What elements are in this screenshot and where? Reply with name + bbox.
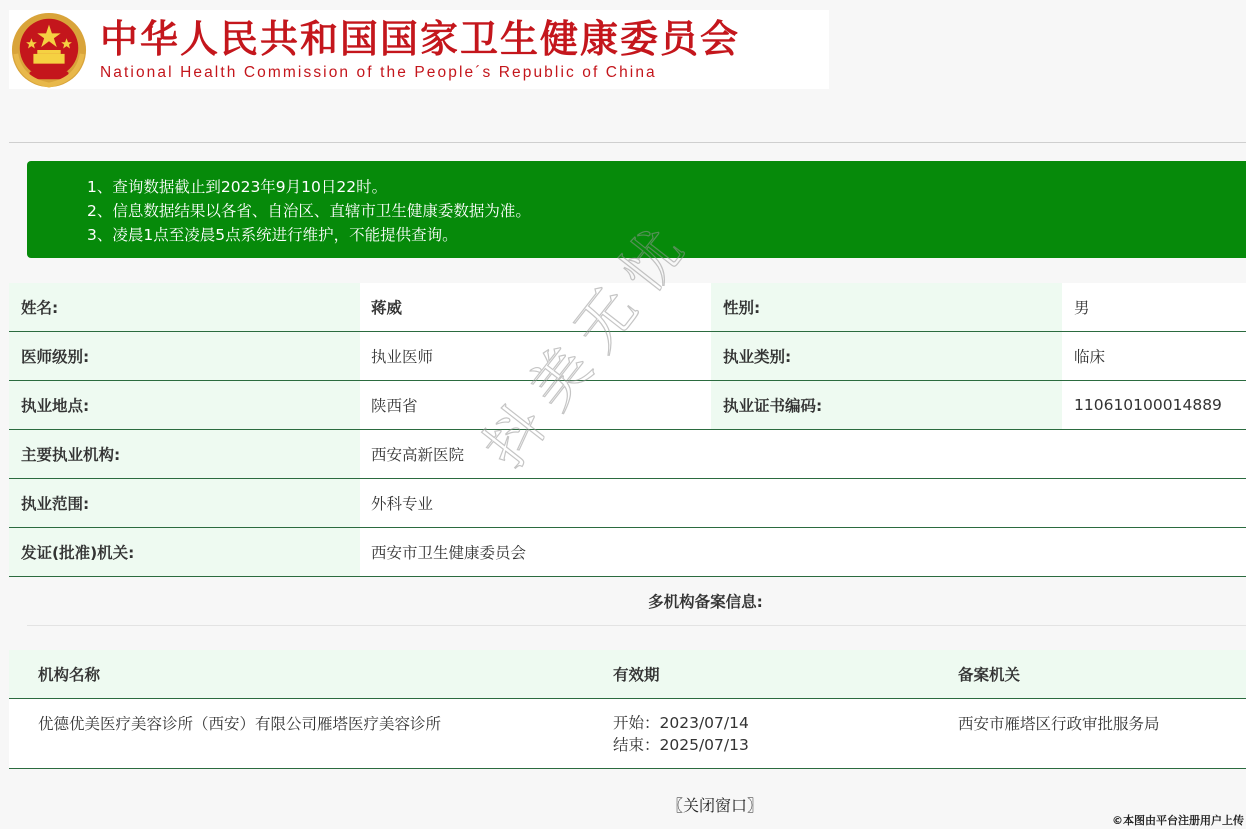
row-validity: [613, 712, 958, 768]
issuer-label: 发证(批准)机关:: [9, 528, 360, 576]
info-row-level: [9, 332, 1246, 381]
row-institution-name: 优德优美医疗美容诊所（西安）有限公司雁塔医疗美容诊所: [38, 715, 442, 733]
gender-value: 男: [1062, 283, 1246, 331]
close-window-link[interactable]: 〖关闭窗口〗: [667, 796, 764, 815]
row-validity-start: 开始：2023/07/14: [613, 714, 749, 732]
info-row-institution: [9, 430, 1246, 479]
row-validity-end: 结束：2025/07/13: [613, 736, 749, 754]
name-value: 蒋威: [360, 283, 711, 331]
info-row-name: [9, 283, 1246, 332]
col-header-authority: 备案机关: [958, 666, 1021, 684]
institution-value: 西安高新医院: [360, 430, 1246, 478]
national-emblem-icon: [10, 11, 88, 89]
level-value: 执业医师: [360, 332, 711, 380]
table-header: [9, 650, 1246, 699]
row-authority: 西安市雁塔区行政审批服务局: [958, 715, 1160, 733]
notice-line-3: 3、凌晨1点至凌晨5点系统进行维护，不能提供查询。: [87, 226, 458, 244]
site-title-cn: 中华人民共和国国家卫生健康委员会: [100, 16, 741, 61]
category-label: 执业类别:: [711, 332, 1062, 380]
header-banner: [9, 10, 829, 89]
upload-credit: ©本图由平台注册用户上传: [1112, 814, 1244, 827]
info-row-issuer: [9, 528, 1246, 577]
notice-line-2: 2、信息数据结果以各省、自治区、直辖市卫生健康委数据为准。: [87, 202, 531, 220]
location-value: 陕西省: [360, 381, 711, 429]
name-label: 姓名:: [9, 283, 360, 331]
scope-value: 外科专业: [360, 479, 1246, 527]
col-header-institution: 机构名称: [38, 666, 101, 684]
info-row-scope: [9, 479, 1246, 528]
category-value: 临床: [1062, 332, 1246, 380]
location-label: 执业地点:: [9, 381, 360, 429]
multi-institution-title: 多机构备案信息:: [648, 593, 763, 611]
table-row: [9, 699, 1246, 769]
notice-box: [27, 161, 1246, 258]
cert-label: 执业证书编码:: [711, 381, 1062, 429]
site-title-en: National Health Commission of the People´s Republic of China: [100, 63, 657, 81]
doctor-info-table: [9, 283, 1246, 577]
level-label: 医师级别:: [9, 332, 360, 380]
info-row-location: [9, 381, 1246, 430]
col-header-validity: 有效期: [613, 666, 660, 684]
header-divider: [9, 142, 1246, 143]
cert-value: 110610100014889: [1062, 381, 1246, 429]
notice-line-1: 1、查询数据截止到2023年9月10日22时。: [87, 178, 388, 196]
issuer-value: 西安市卫生健康委员会: [360, 528, 1246, 576]
institution-label: 主要执业机构:: [9, 430, 360, 478]
multi-title-divider: [27, 625, 1246, 626]
scope-label: 执业范围:: [9, 479, 360, 527]
gender-label: 性别:: [711, 283, 1062, 331]
multi-institution-table: [9, 650, 1246, 769]
